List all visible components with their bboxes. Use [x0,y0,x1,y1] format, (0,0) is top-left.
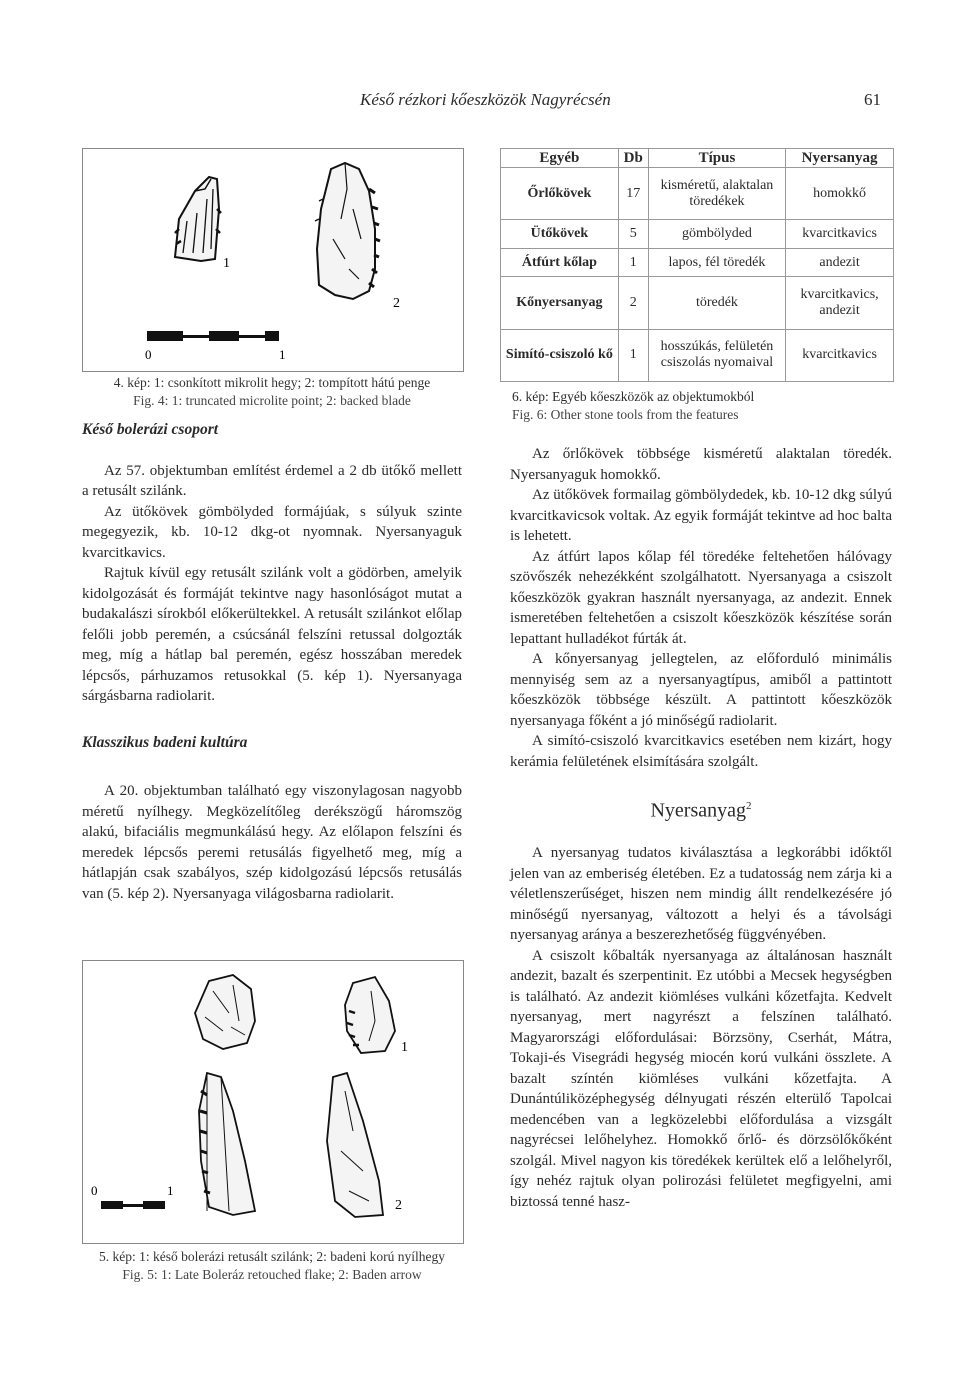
running-title: Késő rézkori kőeszközök Nagyrécsén [360,90,611,109]
right-paragraph-7: A csiszolt kőbalták nyersanyaga az általánosan használt andezit, bazalt és szerpentinit. Ez utóbbi a Mecsek hegységben is található. Az andezit kiömléses vulkáni kőzetfajta. Kedvelt nyersanyag, mert nagyrészt a felszínen található. Magyarországi előfordulásai: Börzsöny, Cserhát, Mátra, Tokaji-és Visegrádi hegység miocén korú vulkáni összlete. A bazalt színtén kiömléses vulkáni kőzetfajta. A Dunántúliközéphegység délnyugati részén elterülő Tapolcai medencében van a legközelebbi előfordulása a vizsgált nagyrécsei lelőhelyhez. Homokkő őrlő- és dörzsölőkőként szolgál. Mivel nagyon kis töredékek kerültek elő a lelőhelyről, így nehéz rajtuk olyan polirozási felületet megfigyelni, ami biztossá tenné hasz- [510,947,892,1210]
fig5-label-2: 2 [395,1198,402,1213]
figure-5-caption [72,1248,472,1284]
table-cell: Átfúrt kőlap [501,248,619,276]
table-cell: kvarcitkavics, andezit [786,277,894,329]
fig4-scale-zero: 0 [145,347,152,362]
retouched-flake-drawing [195,975,395,1053]
table-cell: 1 [618,248,648,276]
table-cell: Őrlőkövek [501,168,619,220]
heading-late-boleraz: Késő bolerázi csoport [82,421,219,438]
figure-5-drawing [83,961,463,1243]
table-row [501,329,894,381]
figure-4 [82,148,464,372]
table-cell: kisméretű, alaktalan töredékek [648,168,785,220]
right-paragraph-3: Az átfúrt lapos kőlap fél töredéke feltehetően hálóvagy szövőszék nehezékként szolgálhatott. Nyersanyaga a csiszolt kőeszközök gyakran használt nyersanyaga, az andezit. Ennek ismeretében feltehetően a csiszolt kőeszközök készítése során lepattant hulladékot fúrták át. [510,548,892,647]
table-cell: hosszúkás, felületén csiszolás nyomaival [648,329,785,381]
table-cell: homokkő [786,168,894,220]
section-title-text: Nyersanyag [650,799,747,822]
right-column [510,444,892,1212]
table-header-cell: Db [618,149,648,168]
fig5-scale-bar [101,1201,165,1209]
right-paragraph-1: Az őrlőkövek többsége kisméretű alaktalan töredék. Nyersanyaguk homokkő. [510,446,892,483]
left-paragraph-4: A 20. objektumban található egy viszonylagosan nagyobb méretű nyílhegy. Megközelítőleg derékszögű háromszög alakú, bifaciális megmunkálású hegy. Az előlapon felszíni és meredek lépcsős peremi retusálás figyelhető meg, míg a hátlapján csak szabályos, szép kidolgozású lépcsős retusálás van (5. kép 2). Nyersanyaga világosbarna radiolarit. [82,783,462,902]
other-stone-tools-table [500,148,894,382]
fig4-label-2: 2 [393,296,400,311]
figure-4-caption-hu: 4. kép: 1: csonkított mikrolit hegy; 2: tompított hátú penge [113,375,431,390]
figure-5-caption-hu: 5. kép: 1: késő bolerázi retusált szilánk; 2: badeni korú nyílhegy [98,1249,446,1264]
figure-5-caption-en: Fig. 5: 1: Late Boleráz retouched flake; 2: Baden arrow [122,1267,422,1282]
section-title-footnote: 2 [746,800,752,812]
fig5-scale-zero: 0 [91,1183,98,1198]
table-header-cell: Egyéb [501,149,619,168]
table-cell: kvarcitkavics [786,329,894,381]
section-title-raw-material [510,796,892,821]
table-6-caption-hu: 6. kép: Egyéb kőeszközök az objektumokból [512,389,755,404]
table-cell: 5 [618,220,648,248]
table-cell: 17 [618,168,648,220]
left-paragraph-1: Az 57. objektumban említést érdemel a 2 db ütőkő mellett a retusált szilánk. [82,462,462,499]
fig4-label-1: 1 [223,256,230,271]
table-cell: Ütőkövek [501,220,619,248]
running-header [0,90,960,120]
table-row [501,277,894,329]
table-cell: gömbölyded [648,220,785,248]
figure-4-drawing [83,149,463,371]
fig4-scale-bar [147,331,279,341]
table-header-cell: Nyersanyag [786,149,894,168]
heading-classic-baden: Klasszikus badeni kultúra [82,733,248,751]
table-6 [500,148,894,382]
right-paragraph-2: Az ütőkövek formailag gömbölydedek, kb. 10-12 dkg súlyú kvarcitkavicsok voltak. Az egyik formáját tekintve ad hoc balta is lehetett. [510,487,892,544]
table-cell: töredék [648,277,785,329]
table-cell: Kőnyersanyag [501,277,619,329]
table-row [501,248,894,276]
left-column [82,420,462,904]
fig5-label-1: 1 [401,1040,408,1055]
table-cell: Simító-csiszoló kő [501,329,619,381]
right-paragraph-4: A kőnyersanyag jellegtelen, az előforduló minimális mennyiség sem az a nyersanyagtípus, amiből a pattintott kőeszközök többsége készült. A pattintott kőeszközök nyersanyaga főként a jó minőségű radiolarit. [510,651,892,729]
figure-4-caption [72,374,472,410]
table-row [501,220,894,248]
left-paragraph-2: Az ütőkövek gömbölyded formájúak, s súlyuk szinte megegyezik, kb. 10-12 dkg-ot nyomnak. Nyersanyaguk kvarcitkavics. [82,503,462,561]
backed-blade-drawing [315,163,380,299]
figure-5 [82,960,464,1244]
table-cell: lapos, fél töredék [648,248,785,276]
arrowhead-drawing [199,1073,383,1217]
table-cell: andezit [786,248,894,276]
table-header-cell: Típus [648,149,785,168]
figure-4-caption-en: Fig. 4: 1: truncated microlite point; 2: backed blade [133,393,411,408]
table-header-row [501,149,894,168]
fig5-scale-one: 1 [167,1183,174,1198]
table-row [501,168,894,220]
table-6-caption-en: Fig. 6: Other stone tools from the features [512,407,739,422]
table-6-caption [512,388,892,424]
fig4-scale-one: 1 [279,347,286,362]
right-paragraph-5: A simító-csiszoló kvarcitkavics esetében nem kizárt, hogy kerámia felületének elsimítására szolgált. [510,733,892,770]
microlite-point-drawing [175,177,221,261]
page-number: 61 [864,90,881,109]
left-paragraph-3: Rajtuk kívül egy retusált szilánk volt a gödörben, amelyik kidolgozását és formáját tekintve nagy hasonlóságot mutat a budakalászi sírokból előkerültekkel. A retusált szilánkot előlap felőli jobb peremén, a csúcsánál felszíni retussal dolgozták meg, míg a hátlap bal peremén, egész hosszában meredek lépcsős, párhuzamos retusokkal (5. kép 1). Nyersanyaga sárgásbarna radiolarit. [82,565,462,704]
table-cell: kvarcitkavics [786,220,894,248]
right-paragraph-6: A nyersanyag tudatos kiválasztása a legkorábbi időktől jelen van az emberiség életében. Ez a tudatosság nem zárja ki a véletlenszerűséget, hiszen nem mindig állt rendelkezésére jó minőségű nyersanyag, változott a helyi és a távolsági nyersanyag aránya a beszerezhetőség függvényében. [510,845,892,944]
table-cell: 2 [618,277,648,329]
table-cell: 1 [618,329,648,381]
